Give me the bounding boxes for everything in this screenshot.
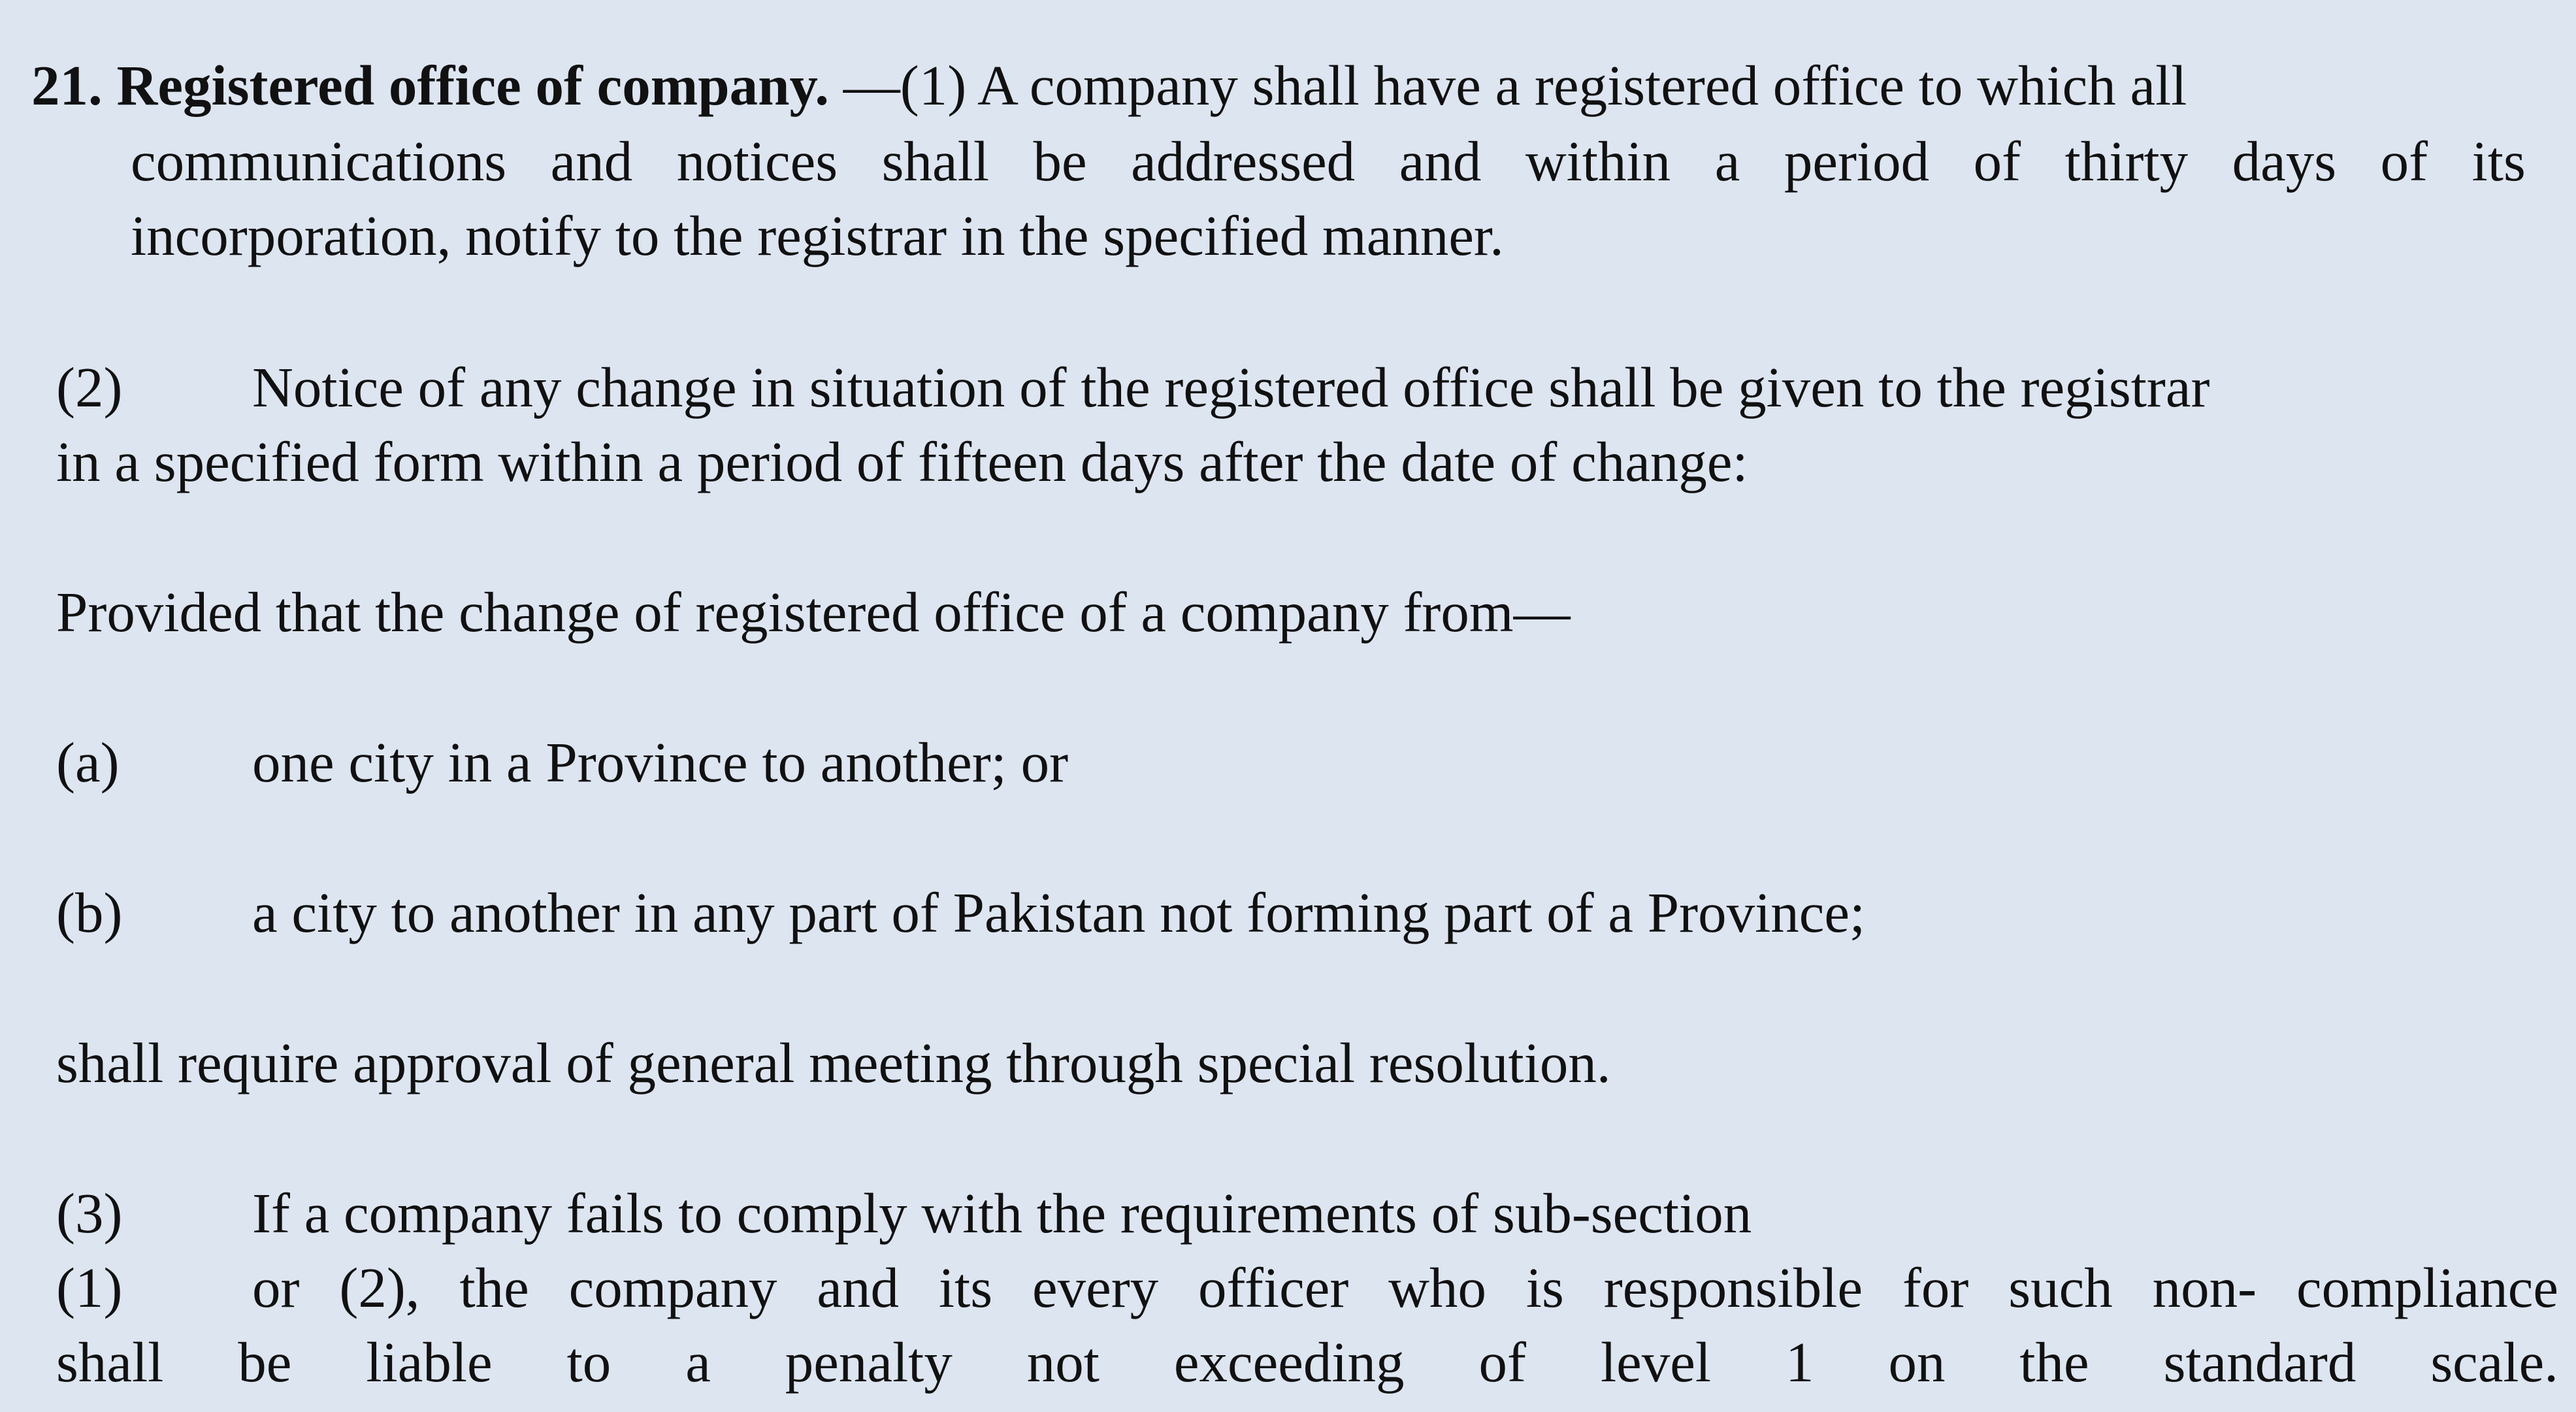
subsection-3-text-line-1: If a company fails to comply with the requirements of sub-section [252, 1181, 1752, 1245]
subsection-3-line-2-word: and [817, 1256, 900, 1319]
clause-a-text: one city in a Province to another; or [252, 731, 1069, 794]
subsection-1-line-2-word: addressed [1131, 129, 1356, 193]
subsection-3-line-3-word: the [2019, 1330, 2089, 1394]
subsection-3-line-2-word: its [938, 1256, 993, 1319]
subsection-3-line-2-word: such [2008, 1256, 2113, 1319]
subsection-3-line-2-word: (2), [339, 1256, 420, 1319]
subsection-3-line-3-word: on [1888, 1330, 1946, 1394]
subsection-3-line-3-word: be [238, 1330, 292, 1394]
subsection-3-line-3-word: scale. [2430, 1330, 2558, 1394]
subsection-2-text-line-2: in a specified form within a period of fifteen days after the date of change: [56, 430, 1748, 493]
subsection-1-line-2-word: notices [676, 129, 838, 193]
subsection-1-line-2-word: of [1973, 129, 2021, 193]
subsection-1-line-2-word: and [1399, 129, 1482, 193]
subsection-3-line-3-word: level [1600, 1330, 1712, 1394]
clause-b-text: a city to another in any part of Pakistan not forming part of a Province; [252, 881, 1866, 944]
subsection-3-line-2-word: responsible [1603, 1256, 1863, 1319]
subsection-3-line-3-word: exceeding [1173, 1330, 1405, 1394]
clause-b-label: (b) [56, 881, 123, 944]
subsection-3-line-2-label: (1) [56, 1256, 123, 1319]
proviso-conclusion: shall require approval of general meeting through special resolution. [56, 1031, 1611, 1094]
subsection-1-text-line-2 [131, 123, 2526, 199]
subsection-3-line-2-word: or [252, 1256, 300, 1319]
subsection-3-line-3-word: to [566, 1330, 611, 1394]
subsection-3-line-3-word: liable [366, 1330, 493, 1394]
subsection-1-text-line-1: A company shall have a registered office to which all [977, 54, 2187, 117]
subsection-1-line-2-word: shall [881, 129, 989, 193]
subsection-3-line-3-word: a [685, 1330, 711, 1394]
subsection-2-number: (2) [56, 355, 123, 419]
subsection-1-line-2-word: thirty [2064, 129, 2189, 193]
subsection-1-line-2-word: of [2380, 129, 2428, 193]
subsection-3-line-3-word: shall [56, 1330, 164, 1394]
subsection-3-line-2-word: company [568, 1256, 777, 1319]
subsection-3-line-3-word: standard [2163, 1330, 2356, 1394]
subsection-3-number: (3) [56, 1181, 123, 1245]
subsection-1-line-2-word: be [1033, 129, 1087, 193]
subsection-3-line-2-word: every [1032, 1256, 1159, 1319]
subsection-3-line-2-word: who [1388, 1256, 1487, 1319]
subsection-1-line-2-word: a [1714, 129, 1740, 193]
subsection-3-line-2-word: the [459, 1256, 529, 1319]
subsection-3-line-2-word: officer [1198, 1256, 1349, 1319]
proviso-intro: Provided that the change of registered office of a company from— [56, 580, 1571, 644]
subsection-2-text-line-1: Notice of any change in situation of the registered office shall be given to the registrar [252, 355, 2210, 419]
subsection-1-line-2-word: and [550, 129, 633, 193]
subsection-1-line-2-word: within [1525, 129, 1671, 193]
subsection-3-line-2-word: for [1902, 1256, 1969, 1319]
subsection-3-line-3-word: not [1026, 1330, 1100, 1394]
subsection-3-line-3-word: 1 [1785, 1330, 1814, 1394]
subsection-3-line-2-word: compliance [2296, 1256, 2558, 1319]
section-21-line-1 [31, 48, 2187, 123]
subsection-3-line-3-word: of [1478, 1330, 1526, 1394]
subsection-1-text-line-3: incorporation, notify to the registrar in the specified manner. [131, 204, 1504, 267]
section-heading: Registered office of company. [116, 54, 829, 117]
subsection-3-text-line-3 [56, 1324, 2558, 1400]
subsection-3-line-2-word: non- [2152, 1256, 2257, 1319]
section-number: 21. [31, 54, 103, 117]
subsection-1-line-2-word: period [1784, 129, 1930, 193]
subsection-3-text-line-2 [252, 1250, 2558, 1325]
subsection-3-line-3-word: penalty [785, 1330, 953, 1394]
subsection-1-marker: —(1) [843, 54, 967, 117]
clause-a-label: (a) [56, 731, 120, 794]
subsection-3-line-2-word: is [1525, 1256, 1564, 1319]
subsection-1-line-2-word: days [2232, 129, 2337, 193]
subsection-1-line-2-word: its [2471, 129, 2526, 193]
subsection-1-line-2-word: communications [131, 129, 507, 193]
